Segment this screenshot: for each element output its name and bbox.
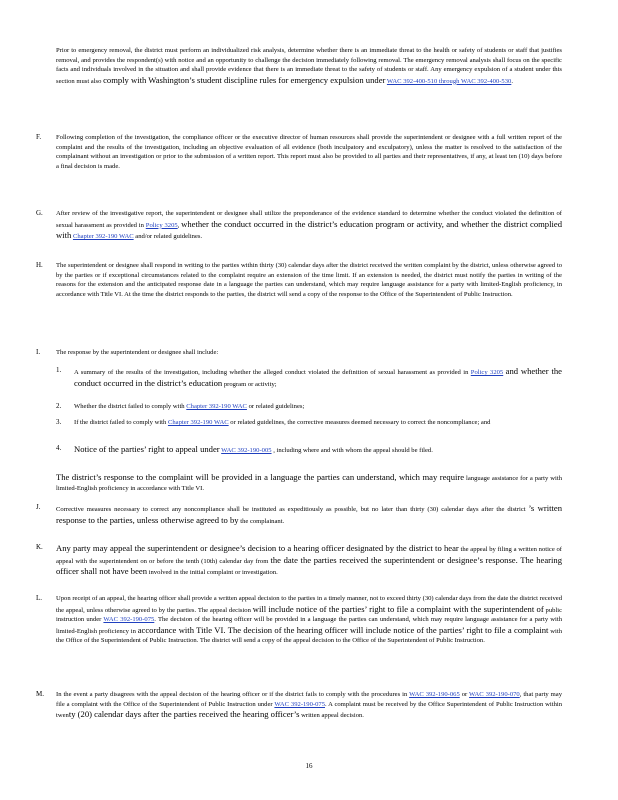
section-i-text: The response by the superintendent or designee shall include: bbox=[56, 349, 219, 356]
chapter-392-190-wac-link[interactable]: Chapter 392-190 WAC bbox=[72, 233, 134, 240]
wac-392-190-075-link[interactable]: WAC 392-190-075 bbox=[274, 700, 325, 708]
chapter-392-190-wac-link[interactable]: Chapter 392-190 WAC bbox=[186, 403, 247, 410]
section-f-label: F. bbox=[36, 133, 42, 141]
wac-392-190-070-link[interactable]: WAC 392-190-070 bbox=[469, 691, 520, 698]
policy-3205-link[interactable]: Policy 3205 bbox=[145, 221, 178, 229]
section-i-label: I. bbox=[36, 348, 41, 356]
section-h-label: H. bbox=[36, 261, 43, 269]
page-number: 16 bbox=[305, 762, 313, 770]
list-item-3-number: 3. bbox=[56, 418, 62, 426]
section-m-label: M. bbox=[36, 690, 44, 698]
list-item-4-number: 4. bbox=[56, 444, 62, 452]
section-k-text: Any party may appeal the superintendent or designee’s decision to a hearing officer designated by the district to hear the appeal by filing a written notice of appeal with the superintendent on or before the tenth (10th) calendar day from the date the parties received the superintendent or designee’s response. The hearing officer shall not have been involved in the initial complaint or investigation. bbox=[56, 543, 562, 576]
wac-392-190-065-link[interactable]: WAC 392-190-065 bbox=[409, 691, 460, 698]
list-item-1: A summary of the results of the investigation, including whether the alleged conduct violated the definition of sexual harassment as provided in Policy 3205 and whether the conduct occurred in the district’s education program or activity; bbox=[74, 366, 563, 388]
list-item-4: Notice of the parties’ right to appeal under WAC 392-190-005 , including where and with whom the appeal should be filed. bbox=[74, 444, 433, 454]
section-j-text: Corrective measures necessary to correct any noncompliance shall be instituted as expeditiously as possible, but no later than thirty (30) calendar days after the district ’s written response to the parties, unless otherwise agreed to by the complainant. bbox=[56, 503, 562, 525]
chapter-392-190-wac-link[interactable]: Chapter 392-190 WAC bbox=[167, 419, 229, 426]
section-f-text: Following completion of the investigation, the compliance officer or the executive director of human resources shall provide the superintendent or designee with a full written report of the complaint and the results of the investigation, including an objective evaluation of all evidence (both inculpatory and exculpatory), unless the matter is resolved to the satisfaction of the complainant without an investigation or prior to the submission of a written report. This report must also be provided to all parties and their representatives, if any, at least ten (10) days before a final decision is made. bbox=[56, 134, 562, 170]
section-l-text: Upon receipt of an appeal, the hearing officer shall provide a written appeal decision to the parties in a timely manner, not to exceed thirty (30) calendar days from the date the district received the appeal, unless otherwise agreed to by the parties. The appeal decision will include notice of the parties’ right to file a complaint with the superintendent of public instruction under WAC 392-190-075. The decision of the hearing officer will be provided in a language the parties can understand, which may require language assistance for a party with limited-English proficiency in accordance with Title VI. The decision of the hearing officer will include notice of the parties’ right to file a complaint with the Office of the Superintendent of Public Instruction. The district will send a copy of the appeal decision to the Office of the Superintendent of Public Instruction. bbox=[56, 595, 563, 644]
section-l-label: L. bbox=[36, 594, 43, 602]
section-g-label: G. bbox=[36, 209, 43, 217]
section-j-label: J. bbox=[36, 503, 41, 511]
section-k-label: K. bbox=[36, 543, 43, 551]
wac-392-190-075-link[interactable]: WAC 392-190-075 bbox=[103, 616, 155, 623]
section-h-text: The superintendent or designee shall respond in writing to the parties within thirty (30) calendar days after the district received the written complaint by the district, unless otherwise agreed to by the parties or if exceptional circumstances related to the complaint require an extension of the time limit. If an extension is needed, the district must notify the parties in writing of the reasons for the extension and the anticipated response date in a language the parties can understand, which may require language assistance for a party with limited-English proficiency, in accordance with Title VI. At the time the district responds to the parties, the district will send a copy of the response to the Office of the Superintendent of Public Instruction. bbox=[56, 262, 562, 298]
intro-paragraph: Prior to emergency removal, the district must perform an individualized risk analysis, determine whether there is an immediate threat to the health or safety of students or staff that justifies removal, and provides the respondent(s) with notice and an opportunity to challenge the decision immediately following removal. The emergency removal analysis shall focus on the specific facts and individuals involved in the situation and shall provide evidence that there is an immediate threat to the safety of students or staff. Any emergency expulsion of a student under this section must also comply with Washington’s student discipline rules for emergency expulsion under WAC 392-400-510 through WAC 392-400-530. bbox=[56, 47, 562, 85]
wac-link[interactable]: WAC 392-400-510 through WAC 392-400-530 bbox=[386, 77, 512, 85]
policy-3205-link[interactable]: Policy 3205 bbox=[470, 369, 504, 376]
section-i-language-note: The district’s response to the complaint will be provided in a language the parties can understand, which may require language assistance for a party with limited-English proficiency in accordance with Title VI. bbox=[56, 472, 562, 492]
wac-392-190-005-link[interactable]: WAC 392-190-005 bbox=[221, 447, 272, 454]
list-item-3: If the district failed to comply with Chapter 392-190 WAC or related guidelines, the corrective measures deemed necessary to correct the noncompliance; and bbox=[74, 419, 491, 426]
section-m-text: In the event a party disagrees with the appeal decision of the hearing officer or if the district fails to comply with the procedures in WAC 392-190-065 or WAC 392-190-070, that party may file a complaint with the Office of the Superintendent of Public Instruction under WAC 392-190-075. A complaint must be received by the Office Superintendent of Public Instruction within twenty (20) calendar days after the parties received the hearing officer’s written appeal decision. bbox=[56, 691, 562, 719]
list-item-2: Whether the district failed to comply with Chapter 392-190 WAC or related guidelines; bbox=[74, 403, 305, 410]
list-item-2-number: 2. bbox=[56, 402, 62, 410]
list-item-1-number: 1. bbox=[56, 366, 62, 374]
section-g-text: After review of the investigative report, the superintendent or designee shall utilize the preponderance of the evidence standard to determine whether the conduct violated the definition of sexual harassment as provided in Policy 3205, whether the conduct occurred in the district’s education program or activity, and whether the district complied with Chapter 392-190 WAC and/or related guidelines. bbox=[56, 210, 562, 240]
